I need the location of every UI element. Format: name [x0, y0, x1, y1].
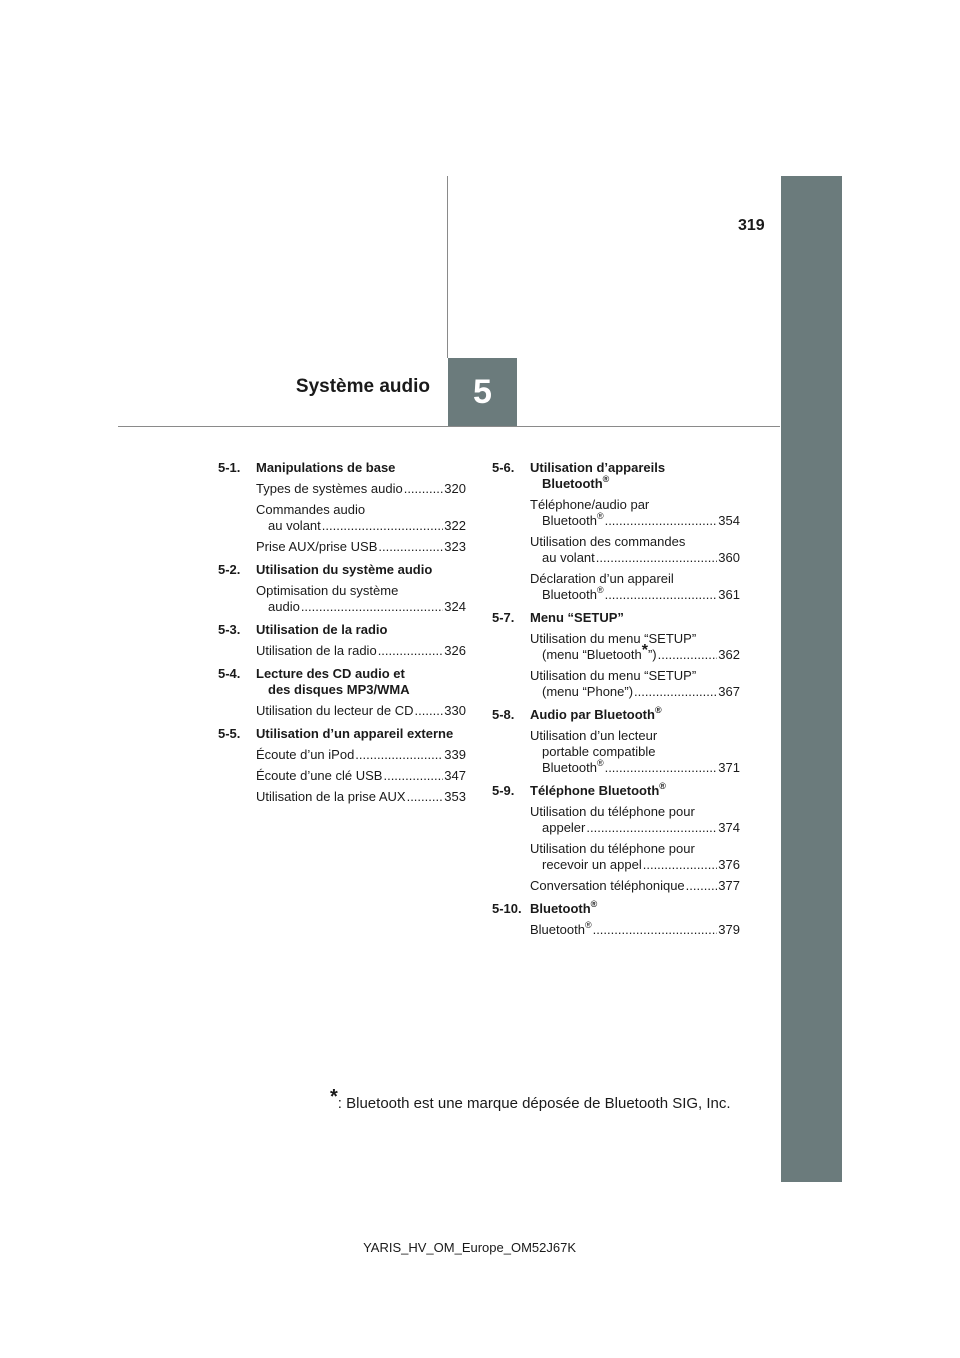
section-title: Utilisation d’un appareil externe [256, 726, 454, 741]
entry-title: Utilisation du téléphone pour [530, 841, 695, 856]
chapter-number: 5 [473, 372, 492, 411]
entry-title: Écoute d’une clé USB [256, 768, 383, 783]
entry-page: 339 [444, 747, 466, 762]
section-title: Audio par Bluetooth [530, 707, 655, 722]
entry-title: Utilisation d’un lecteur [530, 728, 658, 743]
entry-page: 330 [444, 703, 466, 718]
chapter-number-box [448, 358, 517, 426]
toc-entry[interactable] [218, 502, 466, 534]
entry-title: Écoute d’un iPod [256, 747, 355, 762]
header-vertical-rule [447, 176, 448, 358]
toc-section-5-4[interactable] [218, 666, 466, 698]
entry-page: 379 [718, 922, 740, 937]
section-title-cont: des disques MP3/WMA [268, 682, 410, 697]
dot-leader [301, 599, 443, 615]
registered-mark: ® [590, 899, 598, 909]
entry-page: 371 [718, 760, 740, 775]
entry-title: Utilisation du téléphone pour [530, 804, 695, 819]
dot-leader [605, 513, 718, 529]
entry-title-cont: au volant [542, 550, 595, 565]
entry-page: 320 [444, 481, 466, 496]
toc-entry[interactable] [218, 481, 466, 497]
section-number: 5-7. [492, 610, 515, 625]
dot-leader [407, 789, 444, 805]
entry-title-cont: appeler [542, 820, 586, 835]
dot-leader [593, 922, 718, 938]
toc-entry[interactable] [492, 497, 740, 529]
entry-title-cont: Bluetooth [542, 760, 597, 775]
dot-leader [355, 747, 443, 763]
section-number: 5-2. [218, 562, 241, 577]
entry-title: Optimisation du système [256, 583, 399, 598]
dot-leader [596, 550, 718, 566]
toc-entry[interactable] [492, 841, 740, 873]
registered-mark: ® [654, 705, 662, 715]
entry-title-cont: recevoir un appel [542, 857, 642, 872]
entry-title-cont: (menu “Bluetooth [542, 647, 642, 662]
entry-title: Utilisation des commandes [530, 534, 686, 549]
entry-page: 347 [444, 768, 466, 783]
entry-page: 353 [444, 789, 466, 804]
dot-leader [643, 857, 718, 873]
chapter-title: Système audio [295, 376, 430, 397]
section-title: Bluetooth [530, 901, 591, 916]
entry-page: 354 [718, 513, 740, 528]
toc-entry[interactable] [218, 768, 466, 784]
toc-section-5-1[interactable] [218, 460, 466, 476]
section-title: Lecture des CD audio et [256, 666, 405, 681]
dot-leader [383, 768, 443, 784]
entry-page: 374 [718, 820, 740, 835]
registered-mark: ® [596, 585, 604, 595]
entry-title: Utilisation de la prise AUX [256, 789, 406, 804]
section-number: 5-5. [218, 726, 241, 741]
section-number: 5-4. [218, 666, 241, 681]
toc-section-5-3[interactable] [218, 622, 466, 638]
entry-page: 367 [718, 684, 740, 699]
section-title: Utilisation de la radio [256, 622, 388, 637]
section-title-cont: Bluetooth [542, 476, 603, 491]
toc-section-5-10[interactable] [492, 901, 740, 917]
entry-page: 322 [444, 518, 466, 533]
footnote [330, 1086, 731, 1112]
section-number: 5-10. [492, 901, 522, 916]
dot-leader [686, 878, 718, 894]
dot-leader [378, 539, 443, 555]
entry-page: 376 [718, 857, 740, 872]
document-id: YARIS_HV_OM_Europe_OM52J67K [363, 1240, 576, 1255]
dot-leader [658, 647, 718, 663]
section-number: 5-3. [218, 622, 241, 637]
dot-leader [322, 518, 444, 534]
registered-mark: ® [602, 474, 610, 484]
section-number: 5-9. [492, 783, 515, 798]
toc-entry[interactable] [492, 922, 740, 938]
section-title: Utilisation d’appareils [530, 460, 666, 475]
toc-entry[interactable] [492, 571, 740, 603]
entry-title: Types de systèmes audio [256, 481, 403, 496]
toc-section-5-2[interactable] [218, 562, 466, 578]
entry-title: Utilisation du lecteur de CD [256, 703, 414, 718]
section-number: 5-1. [218, 460, 241, 475]
asterisk-mark: * [641, 642, 648, 659]
toc-entry[interactable] [218, 643, 466, 659]
section-title: Téléphone Bluetooth [530, 783, 660, 798]
toc-right-column [492, 460, 740, 938]
toc-entry[interactable] [218, 789, 466, 805]
toc-entry[interactable] [218, 747, 466, 763]
entry-title-cont: audio [268, 599, 300, 614]
entry-page: 362 [718, 647, 740, 662]
toc-entry[interactable] [492, 534, 740, 566]
entry-title: Conversation téléphonique [530, 878, 685, 893]
registered-mark: ® [584, 920, 592, 930]
toc-entry[interactable] [492, 804, 740, 836]
registered-mark: ® [596, 511, 604, 521]
entry-title-cont: ”) [647, 647, 657, 662]
chapter-side-tab [781, 176, 842, 1182]
entry-title-cont: portable compatible [542, 744, 656, 759]
entry-title-cont: (menu “Phone”) [542, 684, 634, 699]
entry-page: 360 [718, 550, 740, 565]
toc-entry[interactable] [492, 728, 740, 776]
toc-entry[interactable] [492, 631, 740, 663]
footnote-asterisk: * [330, 1086, 338, 1108]
toc-entry[interactable] [492, 878, 740, 894]
toc-entry[interactable] [218, 583, 466, 615]
section-title: Menu “SETUP” [530, 610, 624, 625]
entry-page: 324 [444, 599, 466, 614]
section-title: Manipulations de base [256, 460, 396, 475]
toc-section-5-6[interactable] [492, 460, 740, 492]
section-number: 5-6. [492, 460, 515, 475]
toc-section-5-5[interactable] [218, 726, 466, 742]
entry-title: Prise AUX/prise USB [256, 539, 378, 554]
entry-page: 377 [718, 878, 740, 893]
entry-title: Bluetooth [530, 922, 585, 937]
entry-title: Téléphone/audio par [530, 497, 650, 512]
dot-leader [378, 643, 444, 659]
entry-title: Utilisation du menu “SETUP” [530, 631, 697, 646]
toc-entry[interactable] [492, 668, 740, 700]
entry-title: Utilisation du menu “SETUP” [530, 668, 697, 683]
dot-leader [634, 684, 717, 700]
entry-title-cont: Bluetooth [542, 587, 597, 602]
registered-mark: ® [596, 758, 604, 768]
toc-entry[interactable] [218, 703, 466, 719]
dot-leader [415, 703, 444, 719]
header-horizontal-rule [118, 426, 780, 427]
entry-title: Utilisation de la radio [256, 643, 377, 658]
entry-page: 361 [718, 587, 740, 602]
section-title: Utilisation du système audio [256, 562, 433, 577]
toc-left-column [218, 460, 466, 805]
dot-leader [586, 820, 717, 836]
entry-page: 326 [444, 643, 466, 658]
entry-title: Commandes audio [256, 502, 366, 517]
entry-page: 323 [444, 539, 466, 554]
toc-entry[interactable] [218, 539, 466, 555]
entry-title: Déclaration d’un appareil [530, 571, 674, 586]
toc-section-5-8[interactable] [492, 707, 740, 723]
dot-leader [605, 760, 718, 776]
toc-section-5-9[interactable] [492, 783, 740, 799]
page-number: 319 [738, 217, 765, 234]
dot-leader [404, 481, 444, 497]
registered-mark: ® [659, 781, 666, 791]
toc-section-5-7[interactable] [492, 610, 740, 626]
dot-leader [605, 587, 718, 603]
footnote-text: : Bluetooth est une marque déposée de Bluetooth SIG, Inc. [337, 1095, 731, 1112]
entry-title-cont: Bluetooth [542, 513, 597, 528]
entry-title-cont: au volant [268, 518, 321, 533]
section-number: 5-8. [492, 707, 515, 722]
